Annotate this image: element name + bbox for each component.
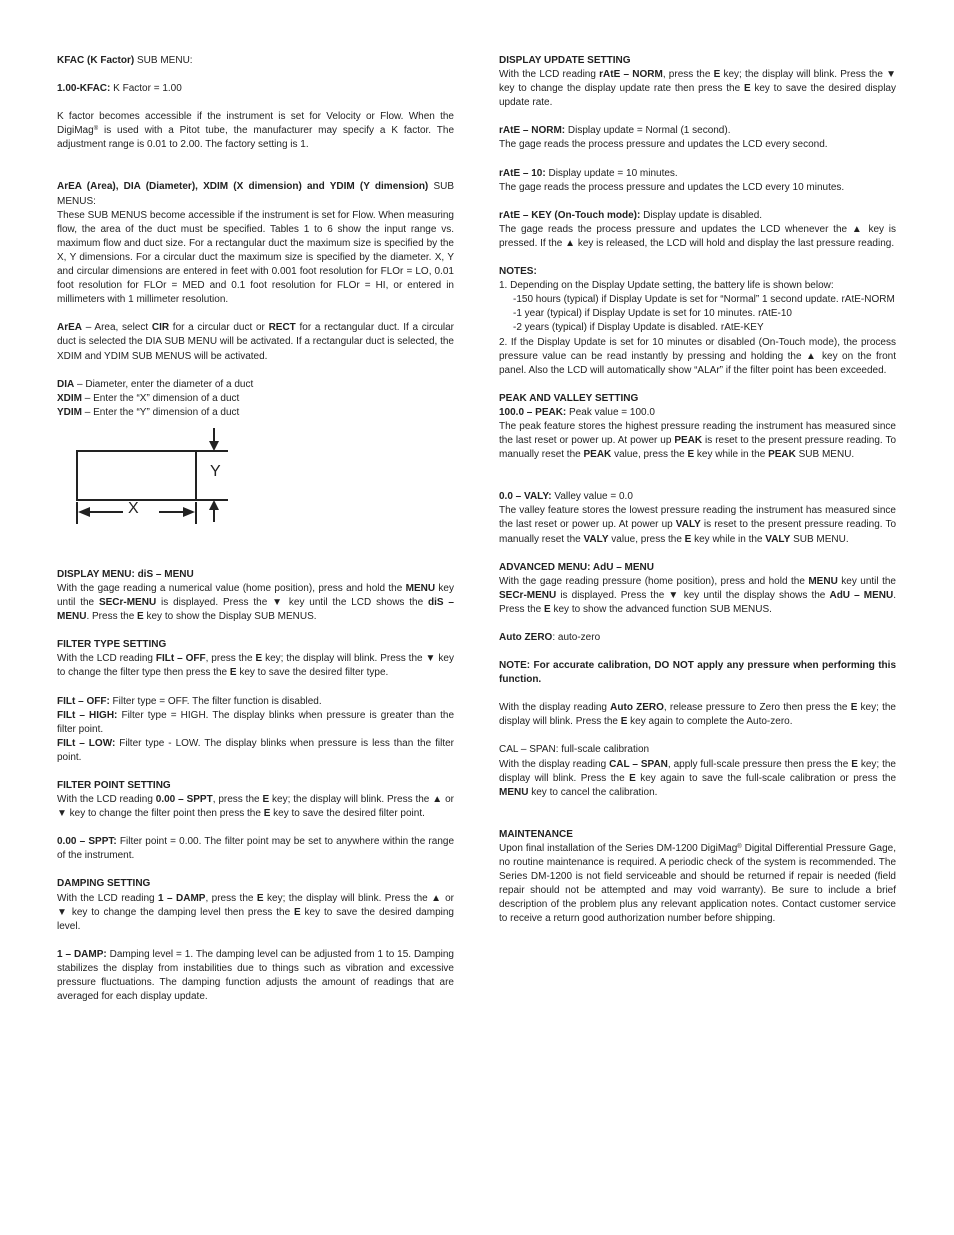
cal-b4: MENU	[499, 786, 529, 798]
note-cal: NOTE: For accurate calibration, DO NOT apply any pressure when performing this function.	[499, 660, 896, 686]
damp-level	[57, 948, 454, 1004]
area-sel-r2: for a circular duct or	[169, 322, 269, 334]
az-e: key again to complete the Auto-zero.	[627, 716, 793, 728]
valy-b1: VALY	[675, 519, 701, 531]
adv-b4: E	[544, 603, 551, 615]
display-f: key to show the Display SUB MENUS.	[143, 611, 317, 623]
adv-b3: AdU – MENU	[829, 589, 894, 601]
filt-high-b: FILt – HIGH:	[57, 709, 118, 721]
display-b1: MENU	[405, 582, 436, 594]
peak-b1: PEAK	[674, 435, 703, 447]
sppt-b: 0.00 – SPPT:	[57, 836, 117, 848]
filter-off	[57, 695, 454, 709]
filt-off-b: FILt – OFF:	[57, 695, 110, 707]
damp-b1: 1 – DAMP	[158, 892, 206, 904]
ydim-item	[57, 406, 454, 420]
cal-b3: E	[629, 772, 636, 784]
peak-b2: PEAK	[583, 449, 612, 461]
filter-e: key to save the desired filter type.	[236, 667, 389, 679]
adv-e: . Press the	[499, 589, 896, 615]
filter-type-heading	[57, 638, 454, 652]
duct-diagram-graphic	[63, 428, 263, 533]
cal-span-heading: CAL – SPAN: full-scale calibration	[499, 744, 650, 756]
valley-text	[499, 504, 896, 546]
valy-b4: VALY	[765, 533, 791, 545]
filt-low-b: FILt – LOW:	[57, 737, 116, 749]
az-b2: E	[850, 702, 858, 714]
area-sel-b2: CIR	[151, 322, 170, 334]
dus-b2: E	[713, 69, 721, 81]
rate-key	[499, 209, 896, 223]
calibration-note	[499, 659, 896, 687]
cal-b2: E	[851, 758, 858, 770]
x-label: X	[128, 499, 139, 517]
xdim-item	[57, 392, 454, 406]
note-1: 1. Depending on the Display Update setting, the battery life is shown below:	[499, 280, 834, 292]
valy-b: 0.0 – VALY:	[499, 491, 552, 503]
damp-a: With the LCD reading	[57, 892, 159, 904]
dia-r: – Diameter, enter the diameter of a duct	[74, 378, 254, 390]
x-arrow-left-head	[78, 507, 90, 517]
area-heading	[57, 180, 454, 208]
display-menu-text	[57, 582, 454, 624]
display-a: With the gage reading a numerical value (home position), press and hold the	[57, 582, 406, 594]
y-arrow-top-head	[209, 441, 219, 451]
damp-title: DAMPING SETTING	[57, 878, 151, 890]
display-c: key until the	[57, 582, 454, 609]
area-description: These SUB MENUS become accessible if the instrument is set for Flow. When measuring flow, the area of the duct must be specified. Tables 1 to 6 show the input range vs. maximum flow and duct size. For a rectangular duct the maximum size is specified by the X, Y dimensions. For a circular duct the maximum size is specified by the diameter. X, Y and circular dimensions are entered in feet with 0.001 foot resolution for FLOr = LO, 0.01 foot resolution for FLOr = MED and 0.1 foot resolution for FLOr = HI, or entered in millimeters with 1 millimeter resolution.	[57, 209, 454, 306]
damping-text	[57, 892, 454, 934]
peak-title: PEAK AND VALLEY SETTING	[499, 392, 639, 404]
cal-a: With the display reading	[499, 758, 610, 770]
cal-span-text	[499, 758, 896, 800]
filter-c: , press the	[205, 653, 256, 665]
valy-e: key while in the	[691, 533, 766, 545]
fpoint-b3: E	[263, 808, 271, 820]
kfac-desc-sup: ®	[93, 126, 99, 133]
y-label: Y	[210, 462, 221, 480]
filt-high-r: Filter type = HIGH. The display blinks when pressure is greater than the filter point.	[57, 709, 455, 735]
dia-item	[57, 378, 454, 392]
adv-f: key to show the advanced function SUB MENUS.	[550, 603, 772, 615]
display-update-heading	[499, 54, 896, 68]
peak-e: key while in the	[694, 449, 769, 461]
valley-value	[499, 490, 896, 504]
az-b1: Auto ZERO	[610, 702, 664, 714]
damp-b3: E	[294, 906, 301, 918]
adv-b1: MENU	[808, 575, 838, 587]
auto-zero-text	[499, 701, 896, 729]
kfac-value-r: K Factor = 1.00	[110, 83, 182, 95]
filter-point-text	[57, 793, 454, 821]
area-sel-b3: RECT	[268, 322, 296, 334]
auto-zero-item	[499, 631, 896, 645]
kfac-description	[57, 110, 454, 152]
cal-d: key; the display will blink. Press the	[499, 758, 896, 784]
dus-title: DISPLAY UPDATE SETTING	[499, 55, 631, 66]
valy-r: Valley value = 0.0	[551, 491, 633, 503]
display-menu-heading	[57, 568, 454, 582]
area-select	[57, 321, 454, 363]
kfac-heading	[57, 54, 454, 68]
peak-a: The peak feature stores the highest pressure reading the instrument has measured since the last reset or power up. At power up	[499, 420, 896, 447]
key-b: rAtE – KEY (On-Touch mode):	[499, 209, 641, 221]
rate-10-desc: The gage reads the process pressure and updates the LCD every 10 minutes.	[499, 181, 845, 193]
cal-f: key to cancel the calibration.	[528, 786, 658, 798]
az-c: , release pressure to Zero then press the	[663, 702, 851, 714]
valy-a: The valley feature stores the lowest pressure reading the instrument has measured since the last reset or power up. At power up	[499, 505, 896, 531]
display-b4: E	[137, 611, 144, 623]
peak-text	[499, 420, 896, 462]
kfac-value	[57, 82, 454, 96]
kfac-title-b: KFAC (K Factor)	[57, 55, 135, 66]
fpoint-b2: E	[262, 794, 270, 806]
adv-d: is displayed. Press the ▼ key until the display shows the	[556, 589, 830, 601]
display-update-text	[499, 68, 896, 110]
area-title-b: ArEA (Area), DIA (Diameter), XDIM (X dimension) and YDIM (Y dimension)	[57, 181, 429, 193]
x-arrow-right-head	[183, 507, 195, 517]
valy-b3: E	[684, 533, 692, 545]
valy-d: value, press the	[608, 533, 685, 545]
cal-b1: CAL – SPAN	[609, 758, 668, 770]
dus-b3: E	[743, 83, 751, 95]
filter-low	[57, 737, 454, 765]
fpoint-e: key to save the desired filter point.	[270, 808, 425, 820]
note-1a: -150 hours (typical) if Display Update is set for “Normal” 1 second update. rAtE-NORM	[513, 294, 895, 306]
area-title-r: SUB MENUS:	[57, 181, 455, 207]
norm-b: rAtE – NORM:	[499, 125, 566, 137]
filter-title: FILTER TYPE SETTING	[57, 639, 167, 651]
dus-c: , press the	[662, 69, 714, 81]
adv-c: key until the	[837, 575, 896, 587]
peak-b3: E	[687, 449, 695, 461]
maintenance-text	[499, 842, 896, 927]
left-column	[57, 54, 454, 1004]
damp1-b: 1 – DAMP:	[57, 948, 107, 960]
dus-a: With the LCD reading	[499, 69, 600, 81]
kfac-desc-b: is used with a Pitot tube, the manufacturer may specify a K factor. The adjustment range is 0.01 to 2.00. The factory setting is 1.	[57, 125, 454, 151]
filt-low-r: Filter type - LOW. The display blinks when pressure is less than the filter point.	[57, 737, 454, 763]
maintenance-heading	[499, 828, 896, 842]
damp-c: , press the	[205, 892, 257, 904]
cal-c: , apply full-scale pressure then press the	[667, 758, 852, 770]
az-a: With the display reading	[499, 702, 611, 714]
display-b2: SECr-MENU	[98, 597, 157, 609]
rate-norm	[499, 124, 896, 138]
kfac-title-r: SUB MENU:	[134, 55, 193, 66]
dia-b: DIA	[57, 378, 75, 390]
peak-value	[499, 406, 896, 420]
az-d: key; the display will blink. Press the	[499, 702, 896, 728]
display-e: . Press the	[86, 611, 138, 623]
area-sel-r1: – Area, select	[82, 322, 152, 334]
fpoint-c: , press the	[212, 794, 263, 806]
display-title: DISPLAY MENU: diS – MENU	[57, 568, 194, 580]
peak-valley-heading	[499, 392, 896, 406]
sppt-item	[57, 835, 454, 863]
peak-c: is reset to the present pressure reading. To manually reset the	[499, 435, 897, 461]
sppt-r: Filter point = 0.00. The filter point may be set to anywhere within the range of the instrument.	[57, 836, 455, 862]
kfac-value-b: 1.00-KFAC:	[57, 83, 111, 95]
fpoint-a: With the LCD reading	[57, 794, 156, 806]
damp-b2: E	[256, 892, 264, 904]
norm-r: Display update = Normal (1 second).	[565, 125, 731, 137]
advanced-menu-text	[499, 575, 896, 617]
maint-a: Upon final installation of the Series DM-1200 DigiMag	[499, 842, 738, 854]
ten-b: rAtE – 10:	[499, 167, 546, 179]
xdim-b: XDIM	[57, 392, 82, 404]
damp1-r: Damping level = 1. The damping level can be adjusted from 1 to 15. Damping stabilizes the display from instabilities due to things such as vibration and excessive pressure fluctuations. The damping function adjusts the amount of readings that are averaged for each display update.	[57, 948, 454, 1003]
note-2: 2. If the Display Update is set for 10 minutes or disabled (On-Touch mode), the process pressure value can be read instantly by pressing and holding the ▲ key on the front panel. Also the LCD will automatically show “ALAr” if the filter point has been exceeded.	[499, 336, 896, 376]
az-b3: E	[620, 716, 628, 728]
fpoint-title: FILTER POINT SETTING	[57, 780, 171, 791]
area-sel-b1: ArEA	[57, 322, 83, 334]
ten-r: Display update = 10 minutes.	[545, 167, 678, 179]
area-sel-r3: for a rectangular duct. If a circular duct is selected the DIA SUB MENU will be activated. If a rectangular duct is selected, the XDIM and YDIM SUB MENUS will be activated.	[57, 322, 454, 362]
y-arrow-bottom-head	[209, 500, 219, 510]
filter-a: With the LCD reading	[57, 653, 156, 665]
damp-d: key; the display will blink. Press the ▲ or ▼ key to change the damping level then press the	[57, 892, 455, 918]
notes-heading	[499, 265, 896, 279]
peak-b: 100.0 – PEAK:	[499, 406, 567, 418]
fpoint-b1: 0.00 – SPPT	[155, 794, 213, 806]
filter-b3: E	[229, 667, 237, 679]
fpoint-d: key; the display will blink. Press the ▲ or ▼ key to change the filter point then press the	[57, 794, 455, 820]
maint-sup: ®	[737, 843, 742, 850]
display-d: is displayed. Press the ▼ key until the LCD shows the	[156, 597, 429, 609]
adv-title: ADVANCED MENU: AdU – MENU	[499, 561, 654, 573]
ydim-r: – Enter the “Y” dimension of a duct	[82, 406, 240, 418]
peak-f: SUB MENU.	[795, 449, 855, 461]
ydim-b: YDIM	[57, 406, 82, 418]
filter-high	[57, 709, 454, 737]
filter-type-text	[57, 652, 454, 680]
rate-key-desc: The gage reads the process pressure and updates the LCD whenever the ▲ key is pressed. If the ▲ key is released, the LCD will hold and display the last pressure reading.	[499, 223, 896, 249]
filter-b2: E	[255, 653, 263, 665]
maint-b: Digital Differential Pressure Gage, no routine maintenance is required. A periodic check of the system is recommended. The Series DM-1200 is not field serviceable and should be returned if repair is needed (field repair should not be attempted and may void warranty). Be sure to include a brief description of the problem plus any relevant application notes. Contact customer service to receive a return good authorization number before shipping.	[499, 842, 897, 925]
az-r: : auto-zero	[552, 632, 601, 643]
filt-off-r: Filter type = OFF. The filter function is disabled.	[109, 695, 322, 707]
advanced-menu-heading	[499, 561, 896, 575]
maint-title: MAINTENANCE	[499, 828, 573, 840]
kfac-desc-a: K factor becomes accessible if the instrument is set for Velocity or Flow. When the DigiMag	[57, 111, 454, 137]
peak-b4: PEAK	[768, 449, 796, 461]
notes-title: NOTES:	[499, 266, 537, 278]
right-column	[499, 54, 896, 927]
valy-b2: VALY	[583, 533, 609, 545]
peak-r: Peak value = 100.0	[566, 406, 655, 418]
rate-norm-desc: The gage reads the process pressure and updates the LCD every second.	[499, 139, 828, 151]
key-r: Display update is disabled.	[640, 209, 763, 221]
damp-e: key to save the desired damping level.	[57, 906, 454, 932]
damping-heading	[57, 877, 454, 891]
cal-e: key again to save the full-scale calibration or press the	[635, 772, 897, 784]
duct-dimension-diagram	[63, 428, 263, 533]
adv-b2: SECr-MENU	[499, 589, 557, 601]
dus-b1: rAtE – NORM	[599, 69, 663, 81]
az-b: Auto ZERO	[499, 632, 553, 643]
note-1c: -2 years (typical) if Display Update is disabled. rAtE-KEY	[513, 322, 764, 334]
note-1b: -1 year (typical) if Display Update is set for 10 minutes. rAtE-10	[513, 308, 792, 320]
valy-c: is reset to the present pressure reading. To manually reset the	[499, 519, 897, 545]
filter-d: key; the display will blink. Press the ▼ key to change the filter type then press the	[57, 653, 454, 679]
filter-point-heading	[57, 779, 454, 793]
valy-f: SUB MENU.	[790, 533, 849, 545]
xdim-r: – Enter the “X” dimension of a duct	[82, 392, 240, 404]
dus-d: key; the display will blink. Press the ▼ key to change the display update rate then press the	[499, 69, 896, 95]
rate-10	[499, 167, 896, 181]
peak-d: value, press the	[611, 449, 688, 461]
duct-rectangle	[77, 451, 196, 500]
display-b3: diS – MENU	[57, 597, 454, 623]
filter-b1: FILt – OFF	[155, 653, 206, 665]
adv-a: With the gage reading pressure (home position), press and hold the	[499, 575, 809, 587]
dus-e: key to save the desired display update rate.	[499, 83, 896, 109]
